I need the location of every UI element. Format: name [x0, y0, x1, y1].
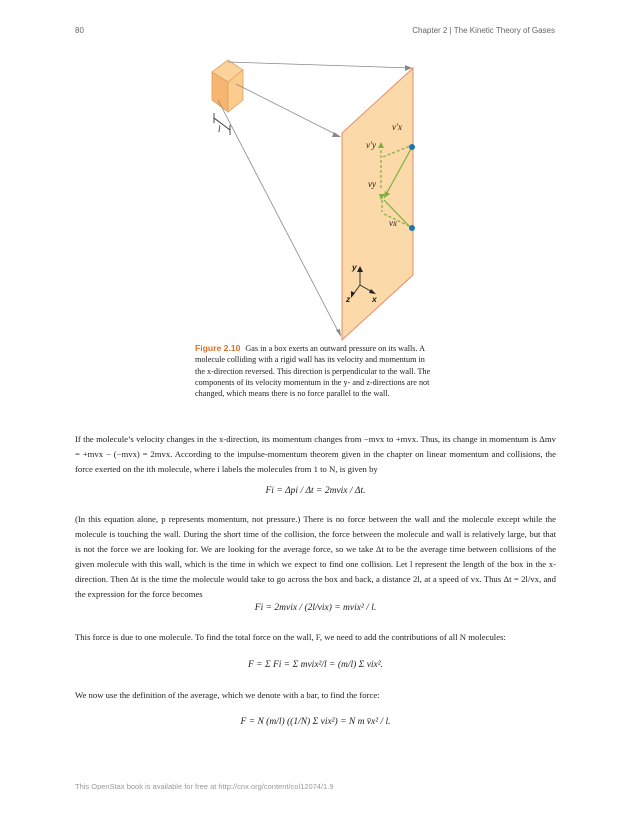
axis-y-label: y — [352, 262, 357, 272]
figure-gas-box-diagram — [195, 55, 425, 345]
figure-caption — [195, 343, 435, 399]
molecule-bottom — [409, 225, 415, 231]
equation-force-single: Fi = Δpi / Δt = 2mvix / Δt. — [265, 486, 366, 496]
paragraph-collision-time: (In this equation alone, p represents momentum, not pressure.) There is no force between the wall and the molecule except while the molecule is touching the wall. During the short time of the collision, the force between the molecule and wall is relatively large, but that is not the force we are looking for. We are looking for the average force, so we take Δt to be the average time between collisions of the given molecule with this wall, which is the time in which we expect to find one collision. Let l represent the length of the box in the x-direction. Then Δt is the time the molecule would take to go across the box and back, a distance 2l, at a speed of vx. Thus Δt = 2l/vx, and the expression for the force becomes — [75, 514, 556, 599]
label-vx: vx — [389, 218, 397, 228]
equation-total-force-sum: F = Σ Fi = Σ mvix²/l = (m/l) Σ vix². — [248, 660, 383, 670]
molecule-top — [409, 144, 415, 150]
page-number: 80 — [75, 26, 84, 35]
equation-force-expression: Fi = 2mvix / (2l/vix) = mvix² / l. — [254, 603, 377, 613]
axis-z-label: z — [346, 294, 351, 304]
page-footer: This OpenStax book is available for free at http://cnx.org/content/col12074/1.9 — [75, 782, 334, 791]
figure-caption-label: Figure 2.10 — [195, 343, 241, 353]
axis-x-label: x — [372, 294, 377, 304]
paragraph-total-force-intro: This force is due to one molecule. To find the total force on the wall, F, we need to add the contributions of all N molecules: — [75, 632, 506, 642]
label-l: l — [218, 124, 221, 134]
chapter-title: Chapter 2 | The Kinetic Theory of Gases — [412, 26, 555, 35]
paragraph-momentum-change: If the molecule’s velocity changes in the x-direction, its momentum changes from −mvx to +mvx. Thus, its change in momentum is Δmv = +mvx − (−mvx) = 2mvx. According to the impulse-momentum theorem given in the chapter on linear momentum and collisions, the force exerted on the ith molecule, where i labels the molecules from 1 to N, is given by — [75, 434, 556, 474]
label-vx-prime: v′x — [392, 122, 402, 132]
figure-caption-text: Gas in a box exerts an outward pressure on its walls. A molecule colliding with a rigid wall has its velocity and momentum in the x-direction reversed. This direction is perpendicular to the wall. The components of its velocity momentum in the y- and z-directions are not changed, which means there is no force parallel to the wall. — [195, 344, 431, 399]
paragraph-average-intro: We now use the definition of the average, which we denote with a bar, to find the force: — [75, 690, 380, 700]
label-vy-prime: v′y — [366, 140, 376, 150]
equation-average-force: F = N (m/l) ((1/N) Σ vix²) = N m v̄x² / l. — [240, 717, 391, 727]
wall — [342, 68, 413, 340]
label-vy: vy — [368, 179, 376, 189]
